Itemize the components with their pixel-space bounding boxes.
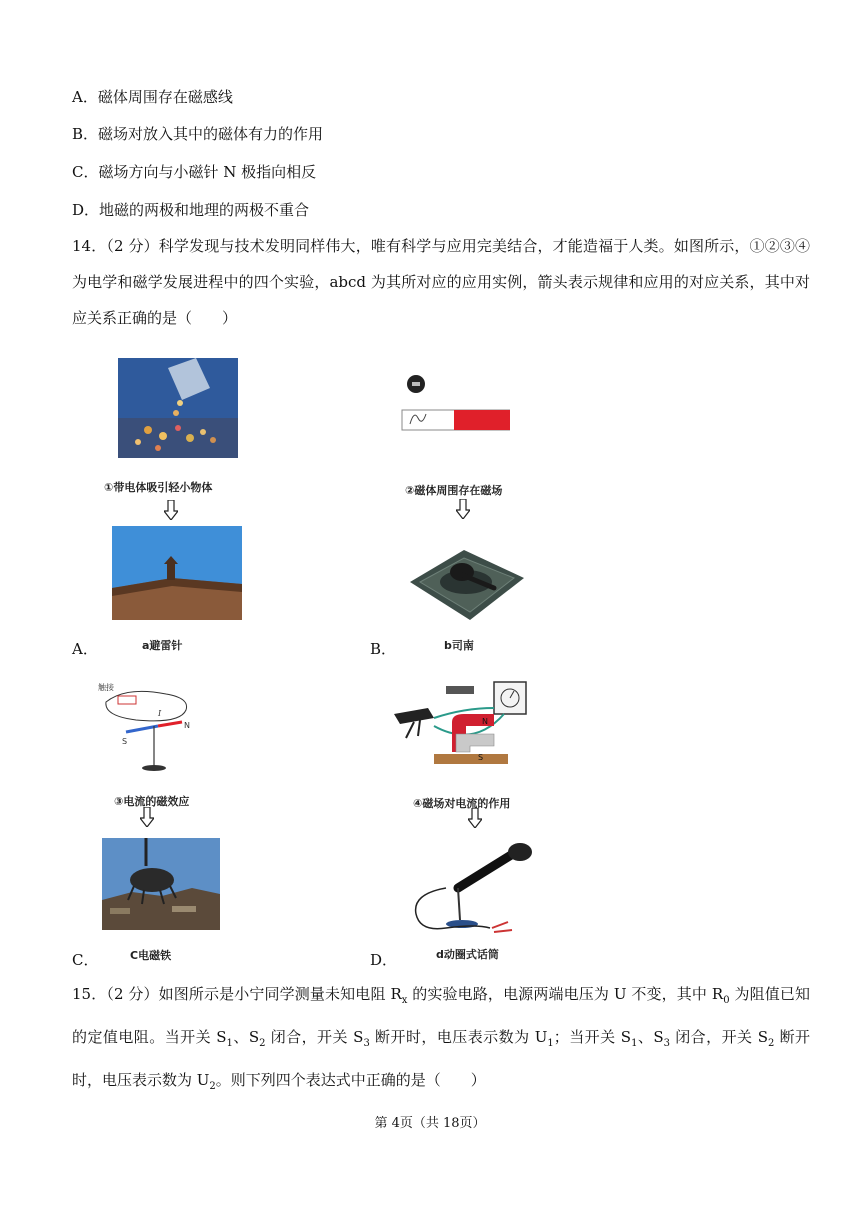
- figure-d-bottom-caption: d动圈式话筒: [436, 948, 499, 961]
- q13-option-c: C．磁场方向与小磁针 N 极指向相反: [72, 163, 317, 181]
- q15-stem: 15．（2 分）如图所示是小宁同学测量未知电阻 $R_x$ 的实验电路，电源两端电压为 U 不变，其中 $R_0$ 为阻值已知的定值电阻。当开关 $S_1$、$S_2$ 闭合，开关 $S_3$ 断开时，电压表示数为 $U_1$；当开关 $S_1$、$S_3$ 闭合，开关 $S_2$ 断开时，电压表示数为 $U_2$。则下列四个表达式中正确的是（ ）: [72, 985, 811, 1092]
- figure-a-label: A．: [72, 640, 98, 658]
- figure-c-top-caption: ③电流的磁效应: [114, 795, 190, 808]
- figure-a-bottom-caption: a避雷针: [142, 639, 183, 652]
- figure-b-label: B．: [370, 640, 397, 658]
- svg-text:I: I: [158, 709, 162, 718]
- figure-b-top-caption: ②磁体周围存在磁场: [405, 484, 503, 497]
- svg-text:S: S: [478, 753, 484, 762]
- q13-option-a: A．磁体周围存在磁感线: [72, 88, 233, 106]
- arrow-down-icon: [456, 499, 470, 519]
- figure-b-magnet: [398, 370, 510, 432]
- figure-b-bottom-caption: b司南: [444, 639, 474, 652]
- figure-c-bottom-caption: C电磁铁: [130, 949, 172, 962]
- arrow-down-icon: [164, 500, 178, 520]
- figure-b-compass: [402, 530, 528, 622]
- svg-text:N: N: [482, 717, 488, 726]
- figure-c-inset-label: 触接: [98, 683, 114, 692]
- svg-text:S: S: [122, 737, 128, 746]
- svg-text:N: N: [184, 721, 190, 730]
- figure-c-oersted-experiment: [96, 680, 226, 772]
- figure-c-label: C．: [72, 951, 99, 969]
- arrow-down-icon: [468, 808, 482, 828]
- q13-option-d: D．地磁的两极和地理的两极不重合: [72, 201, 310, 219]
- figure-a-lightning-rod: [112, 526, 242, 620]
- figure-d-top-caption: ④磁场对电流的作用: [413, 797, 511, 810]
- figure-d-label: D．: [370, 951, 398, 969]
- figure-d-motor-experiment: [394, 678, 530, 770]
- figure-a-top-caption: ①带电体吸引轻小物体: [104, 481, 213, 494]
- arrow-down-icon: [140, 807, 154, 827]
- figure-d-dynamic-microphone: [406, 842, 536, 936]
- figure-a-charged-object: [118, 358, 238, 458]
- page-number-footer: 第 4页（共 18页）: [374, 1116, 486, 1131]
- figure-c-electromagnet: [102, 838, 220, 930]
- q14-stem: 14．（2 分）科学发现与技术发明同样伟大，唯有科学与应用完美结合，才能造福于人类。如图所示，①②③④为电学和磁学发展进程中的四个实验，abcd 为其所对应的应用实例，箭头表示规律和应用的对应关系，其中对应关系正确的是（ ）: [72, 237, 810, 327]
- q13-option-b: B．磁场对放入其中的磁体有力的作用: [72, 125, 324, 143]
